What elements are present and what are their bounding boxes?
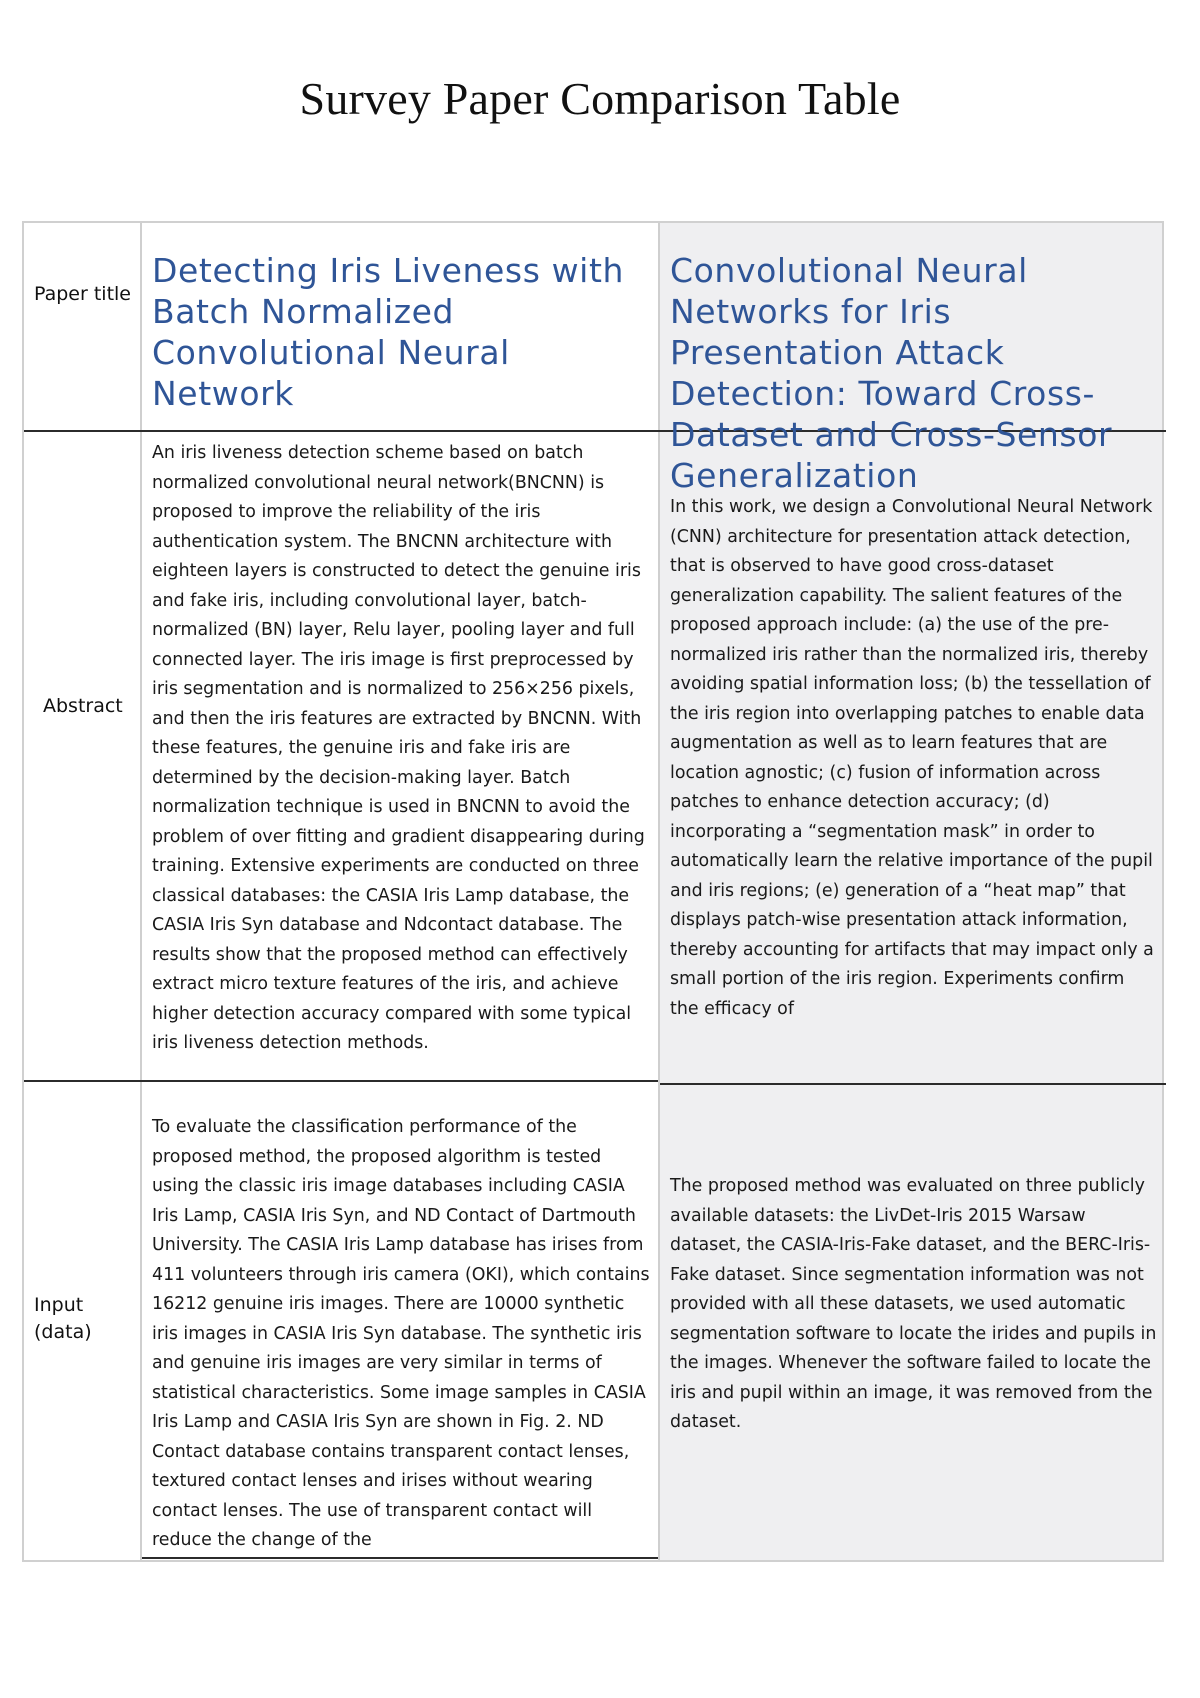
- page-title: Survey Paper Comparison Table: [299, 73, 901, 124]
- row-divider-abstract-left: [24, 1080, 658, 1082]
- paper-1-title: Detecting Iris Liveness with Batch Normalized Convolutional Neural Network: [152, 251, 624, 413]
- label-column-divider: [140, 223, 142, 1560]
- row-label-abstract: Abstract: [43, 695, 123, 717]
- paper-2-title: Convolutional Neural Networks for Iris Presentation Attack Detection: Toward Cross-Dataset and Cross-Sensor Generalization: [670, 251, 1113, 495]
- paper-2-input: The proposed method was evaluated on three publicly available datasets: the LivDet-Iris 2015 Warsaw dataset, the CASIA-Iris-Fake dataset, and the BERC-Iris-Fake dataset. Since segmentation information was not provided with all these datasets, we used automatic segmentation software to locate the irides and pupils in the images. Whenever the software failed to locate the iris and pupil within an image, it was removed from the dataset.: [670, 1176, 1157, 1432]
- paper-2-abstract: In this work, we design a Convolutional Neural Network (CNN) architecture for presentation attack detection, that is observed to have good cross-dataset generalization capability. The salient features of the proposed approach include: (a) the use of the pre-normalized iris rather than the normalized iris, thereby avoiding spatial information loss; (b) the tessellation of the iris region into overlapping patches to enable data augmentation as well as to learn features that are location agnostic; (c) fusion of information across patches to enhance detection accuracy; (d) incorporating a “segmentation mask” in order to automatically learn the relative importance of the pupil and iris regions; (e) generation of a “heat map” that displays patch-wise presentation attack information, thereby accounting for artifacts that may impact only a small portion of the iris region. Experiments confirm the efficacy of: [670, 497, 1154, 1019]
- row-label-input: Input (data): [34, 1294, 92, 1343]
- paper-1-abstract: An iris liveness detection scheme based on batch normalized convolutional neural network(BNCNN) is proposed to improve the reliability of the iris authentication system. The BNCNN architecture with eighteen layers is constructed to detect the genuine iris and fake iris, including convolutional layer, batch-normalized (BN) layer, Relu layer, pooling layer and full connected layer. The iris image is first preprocessed by iris segmentation and is normalized to 256×256 pixels, and then the iris features are extracted by BNCNN. With these features, the genuine iris and fake iris are determined by the decision-making layer. Batch normalization technique is used in BNCNN to avoid the problem of over fitting and gradient disappearing during training. Extensive experiments are conducted on three classical databases: the CASIA Iris Lamp database, the CASIA Iris Syn database and Ndcontact database. The results show that the proposed method can effectively extract micro texture features of the iris, and achieve higher detection accuracy compared with some typical iris liveness detection methods.: [152, 443, 645, 1053]
- paper-1-input: To evaluate the classification performance of the proposed method, the proposed algorithm is tested using the classic iris image databases including CASIA Iris Lamp, CASIA Iris Syn, and ND Contact of Dartmouth University. The CASIA Iris Lamp database has irises from 411 volunteers through iris camera (OKI), which contains 16212 genuine iris images. There are 10000 synthetic iris images in CASIA Iris Syn database. The synthetic iris and genuine iris images are very similar in terms of statistical characteristics. Some image samples in CASIA Iris Lamp and CASIA Iris Syn are shown in Fig. 2. ND Contact database contains transparent contact lenses, textured contact lenses and irises without wearing contact lenses. The use of transparent contact will reduce the change of the: [152, 1117, 650, 1550]
- row-divider-input-bottom: [142, 1557, 658, 1559]
- row-label-paper-title: Paper title: [34, 283, 131, 305]
- row-divider-abstract-right: [660, 1083, 1166, 1085]
- comparison-table: [22, 221, 1164, 1562]
- paper-column-divider: [658, 223, 660, 1560]
